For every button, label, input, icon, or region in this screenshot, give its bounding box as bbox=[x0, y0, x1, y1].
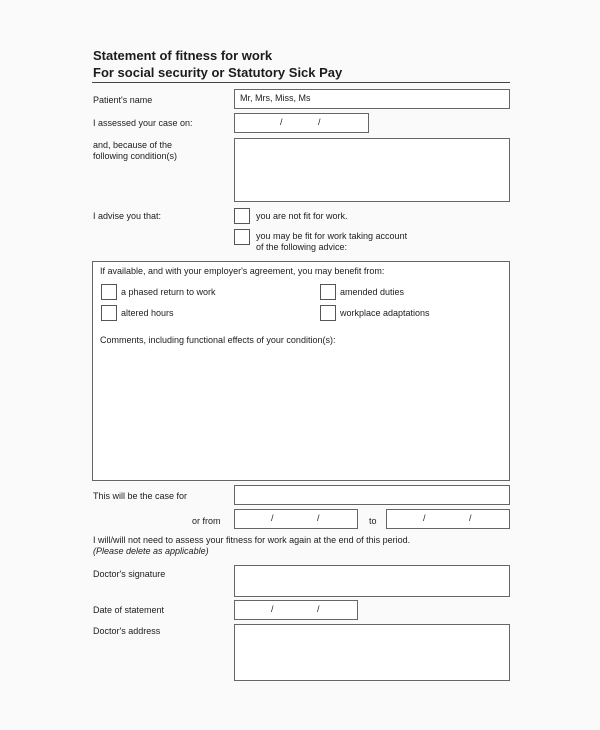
date-separator: / bbox=[469, 513, 472, 523]
comments-label: Comments, including functional effects of your condition(s): bbox=[100, 335, 336, 345]
patient-name-prefix: Mr, Mrs, Miss, Ms bbox=[240, 93, 311, 103]
patient-name-field[interactable] bbox=[234, 89, 510, 109]
date-separator: / bbox=[317, 604, 320, 614]
to-label: to bbox=[369, 516, 377, 526]
condition-label bbox=[93, 140, 177, 162]
condition-label-line-1: and, because of the bbox=[93, 140, 173, 150]
title-line-2: For social security or Statutory Sick Pay bbox=[93, 65, 343, 80]
may-be-fit-label bbox=[256, 231, 407, 253]
title-line-1: Statement of fitness for work bbox=[93, 48, 273, 63]
may-be-fit-label-line-2: of the following advice: bbox=[256, 242, 348, 252]
statement-date-field[interactable] bbox=[234, 600, 358, 620]
signature-field[interactable] bbox=[234, 565, 510, 597]
statement-date-label: Date of statement bbox=[93, 605, 165, 615]
reassess-note bbox=[93, 535, 410, 557]
phased-return-label: a phased return to work bbox=[121, 287, 216, 297]
date-separator: / bbox=[317, 513, 320, 523]
comments-area[interactable] bbox=[99, 350, 503, 474]
date-separator: / bbox=[271, 513, 274, 523]
to-date-field[interactable] bbox=[386, 509, 510, 529]
condition-field[interactable] bbox=[234, 138, 510, 202]
amended-duties-checkbox[interactable] bbox=[320, 284, 336, 300]
advice-label: I advise you that: bbox=[93, 211, 162, 221]
assessed-date-field[interactable] bbox=[234, 113, 369, 133]
not-fit-label: you are not fit for work. bbox=[256, 211, 348, 221]
address-field[interactable] bbox=[234, 624, 510, 681]
from-date-field[interactable] bbox=[234, 509, 358, 529]
phased-return-checkbox[interactable] bbox=[101, 284, 117, 300]
amended-duties-label: amended duties bbox=[340, 287, 405, 297]
date-separator: / bbox=[423, 513, 426, 523]
workplace-adaptations-checkbox[interactable] bbox=[320, 305, 336, 321]
title-divider bbox=[92, 82, 510, 83]
altered-hours-label: altered hours bbox=[121, 308, 174, 318]
form-title bbox=[93, 47, 342, 81]
signature-label: Doctor's signature bbox=[93, 569, 166, 579]
altered-hours-checkbox[interactable] bbox=[101, 305, 117, 321]
patient-name-label: Patient's name bbox=[93, 95, 153, 105]
may-be-fit-checkbox[interactable] bbox=[234, 229, 250, 245]
workplace-adaptations-label: workplace adaptations bbox=[340, 308, 430, 318]
not-fit-checkbox[interactable] bbox=[234, 208, 250, 224]
benefit-intro: If available, and with your employer's agreement, you may benefit from: bbox=[100, 266, 385, 276]
date-separator: / bbox=[318, 117, 321, 127]
reassess-line-1: I will/will not need to assess your fitness for work again at the end of this period. bbox=[93, 535, 411, 545]
address-label: Doctor's address bbox=[93, 626, 161, 636]
case-period-label: This will be the case for bbox=[93, 491, 188, 501]
condition-label-line-2: following condition(s) bbox=[93, 151, 178, 161]
case-period-field[interactable] bbox=[234, 485, 510, 505]
may-be-fit-label-line-1: you may be fit for work taking account bbox=[256, 231, 408, 241]
date-separator: / bbox=[271, 604, 274, 614]
from-label: or from bbox=[192, 516, 221, 526]
date-separator: / bbox=[280, 117, 283, 127]
assessed-label: I assessed your case on: bbox=[93, 118, 193, 128]
reassess-line-2: (Please delete as applicable) bbox=[93, 546, 209, 556]
